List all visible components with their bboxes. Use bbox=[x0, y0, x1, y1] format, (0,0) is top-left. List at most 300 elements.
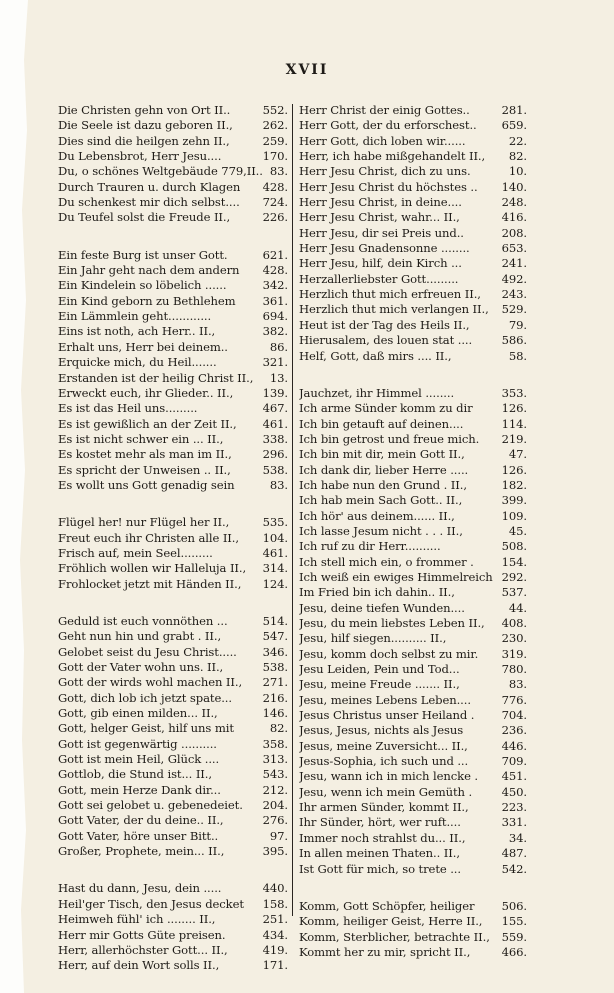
index-entry bbox=[58, 660, 288, 675]
hymn-page-number: 416. bbox=[501, 210, 527, 225]
hymn-page-number: 219. bbox=[501, 431, 527, 446]
index-entry bbox=[58, 355, 288, 370]
hymn-title: Heimweh fühl' ich ........ II., bbox=[58, 912, 216, 927]
hymn-title: Im Fried bin ich dahin.. II., bbox=[299, 585, 455, 600]
hymn-title: Dies sind die heilgen zehn II., bbox=[58, 133, 230, 148]
index-entry bbox=[299, 333, 527, 348]
hymn-title: Ich hör' aus deinem...... II., bbox=[299, 508, 455, 523]
hymn-title: Frohlocket jetzt mit Händen II., bbox=[58, 576, 242, 591]
index-entry bbox=[58, 829, 288, 844]
index-entry bbox=[58, 844, 288, 859]
hymn-page-number: 529. bbox=[501, 302, 527, 317]
hymn-title: Gott, gib einen milden... II., bbox=[58, 706, 218, 721]
index-entry bbox=[58, 691, 288, 706]
index-entry bbox=[299, 478, 527, 493]
hymn-page-number: 542. bbox=[501, 861, 527, 876]
index-entry bbox=[299, 616, 527, 631]
hymn-page-number: 47. bbox=[508, 447, 527, 462]
index-entry bbox=[299, 831, 527, 846]
hymn-page-number: 508. bbox=[501, 539, 527, 554]
hymn-page-number: 83. bbox=[269, 477, 288, 492]
hymn-page-number: 223. bbox=[501, 800, 527, 815]
hymn-title: Herr Jesu Christ, dich zu uns. bbox=[299, 164, 471, 179]
hymn-page-number: 487. bbox=[501, 846, 527, 861]
hymn-title: Ihr armen Sünder, kommt II., bbox=[299, 800, 469, 815]
index-entry bbox=[299, 180, 527, 195]
hymn-page-number: 538. bbox=[262, 660, 288, 674]
index-entry bbox=[299, 723, 527, 738]
hymn-page-number: 586. bbox=[501, 333, 527, 348]
index-entry bbox=[58, 447, 288, 462]
index-entry bbox=[299, 914, 527, 929]
hymn-title: Ich habe nun den Grund . II., bbox=[299, 477, 467, 492]
hymn-page-number: 97. bbox=[269, 828, 288, 843]
hymn-page-number: 182. bbox=[501, 477, 527, 492]
index-entry bbox=[299, 134, 527, 149]
index-entry bbox=[58, 798, 288, 813]
hymn-title: Eins ist noth, ach Herr.. II., bbox=[58, 324, 216, 339]
index-entry bbox=[299, 601, 527, 616]
hymn-page-number: 276. bbox=[262, 813, 288, 828]
hymn-title: Herr Jesu Christ du höchstes .. bbox=[299, 179, 478, 194]
index-entry bbox=[299, 785, 527, 800]
hymn-title: Es wollt uns Gott genadig sein bbox=[58, 477, 235, 492]
hymn-page-number: 450. bbox=[501, 784, 527, 799]
index-entry bbox=[299, 585, 527, 600]
index-entry bbox=[299, 930, 527, 945]
hymn-page-number: 251. bbox=[262, 912, 288, 927]
hymn-title: Jesu, wann ich in mich lencke . bbox=[299, 769, 478, 784]
hymn-title: Gott, mein Herze Dank dir... bbox=[58, 782, 221, 797]
index-entry bbox=[299, 226, 527, 241]
index-entry bbox=[58, 401, 288, 416]
hymn-title: Erquicke mich, du Heil....... bbox=[58, 355, 217, 370]
hymn-page-number: 313. bbox=[262, 752, 288, 767]
hymn-page-number: 776. bbox=[501, 692, 527, 707]
hymn-title: Jauchzet, ihr Himmel ........ bbox=[299, 385, 455, 400]
index-entry bbox=[58, 897, 288, 912]
index-entry bbox=[299, 149, 527, 164]
index-entry bbox=[299, 241, 527, 256]
hymn-page-number: 79. bbox=[508, 317, 527, 332]
hymn-page-number: 83. bbox=[269, 164, 288, 179]
index-entry bbox=[58, 180, 288, 195]
hymn-title: Jesus, meine Zuversicht... II., bbox=[299, 738, 468, 753]
hymn-title: Jesus-Sophia, ich such und ... bbox=[299, 754, 469, 769]
hymn-page-number: 440. bbox=[262, 881, 288, 896]
index-entry bbox=[58, 614, 288, 629]
hymn-title: Herr Jesu Gnadensonne ........ bbox=[299, 241, 470, 256]
index-entry bbox=[299, 945, 527, 960]
hymn-title: Komm, Sterblicher, betrachte II., bbox=[299, 929, 490, 944]
hymn-page-number: 653. bbox=[501, 241, 527, 256]
hymn-page-number: 204. bbox=[262, 798, 288, 813]
index-entry bbox=[299, 769, 527, 784]
hymn-title: Herzlich thut mich erfreuen II., bbox=[299, 287, 481, 302]
index-entry bbox=[58, 248, 288, 263]
index-entry bbox=[58, 629, 288, 644]
hymn-title: Es ist nicht schwer ein ... II., bbox=[58, 431, 224, 446]
hymn-title: Die Seele ist dazu geboren II., bbox=[58, 118, 233, 133]
hymn-title: Herr Jesu, hilf, dein Kirch ... bbox=[299, 256, 462, 271]
index-entry bbox=[58, 432, 288, 447]
hymn-title: Ich arme Sünder komm zu dir bbox=[299, 401, 473, 416]
hymn-title: Jesu, hilf siegen.......... II., bbox=[299, 631, 447, 646]
index-entry bbox=[299, 693, 527, 708]
index-group bbox=[58, 614, 288, 860]
hymn-page-number: 296. bbox=[262, 447, 288, 462]
index-entry bbox=[299, 318, 527, 333]
hymn-page-number: 158. bbox=[262, 896, 288, 911]
hymn-title: Ein Kind geborn zu Bethlehem bbox=[58, 293, 236, 308]
hymn-title: Jesu Leiden, Pein und Tod... bbox=[299, 662, 460, 677]
hymn-page-number: 170. bbox=[262, 149, 288, 164]
hymn-page-number: 292. bbox=[501, 569, 527, 584]
hymn-title: Herr Christ der einig Gottes.. bbox=[299, 103, 470, 117]
index-entry bbox=[299, 302, 527, 317]
hymn-page-number: 428. bbox=[262, 263, 288, 278]
hymn-title: Gott, dich lob ich jetzt spate... bbox=[58, 690, 232, 705]
hymn-title: Es spricht der Unweisen .. II., bbox=[58, 462, 231, 477]
index-group bbox=[299, 386, 527, 877]
index-entry bbox=[299, 862, 527, 877]
hymn-title: Herr Gott, der du erforschest.. bbox=[299, 118, 477, 133]
hymn-page-number: 467. bbox=[262, 401, 288, 416]
index-group bbox=[299, 103, 527, 364]
index-entry bbox=[58, 340, 288, 355]
index-entry bbox=[58, 478, 288, 493]
hymn-page-number: 262. bbox=[262, 118, 288, 133]
hymn-page-number: 659. bbox=[501, 118, 527, 133]
index-entry bbox=[299, 815, 527, 830]
index-entry bbox=[58, 706, 288, 721]
hymn-page-number: 704. bbox=[501, 708, 527, 723]
hymn-title: Immer noch strahlst du... II., bbox=[299, 830, 466, 845]
index-entry bbox=[58, 195, 288, 210]
hymn-page-number: 104. bbox=[262, 530, 288, 545]
hymn-page-number: 338. bbox=[262, 431, 288, 446]
hymn-title: Ist Gott für mich, so trete ... bbox=[299, 861, 461, 876]
index-entry bbox=[58, 912, 288, 927]
hymn-page-number: 154. bbox=[501, 554, 527, 569]
hymn-title: Herzallerliebster Gott......... bbox=[299, 271, 459, 286]
index-entry bbox=[58, 752, 288, 767]
hymn-title: Herr, ich habe mißgehandelt II., bbox=[299, 149, 486, 164]
index-entry bbox=[299, 631, 527, 646]
index-entry bbox=[299, 349, 527, 364]
hymn-title: Hast du dann, Jesu, dein ..... bbox=[58, 881, 222, 896]
hymn-page-number: 44. bbox=[508, 600, 527, 615]
hymn-page-number: 10. bbox=[508, 164, 527, 179]
hymn-title: Hierusalem, des louen stat .... bbox=[299, 333, 473, 348]
hymn-page-number: 230. bbox=[501, 631, 527, 646]
hymn-page-number: 434. bbox=[262, 927, 288, 942]
hymn-page-number: 353. bbox=[501, 385, 527, 400]
index-entry bbox=[58, 309, 288, 324]
index-entry bbox=[58, 645, 288, 660]
hymn-page-number: 342. bbox=[262, 278, 288, 293]
hymn-page-number: 399. bbox=[501, 493, 527, 508]
index-entry bbox=[299, 164, 527, 179]
index-entry bbox=[58, 546, 288, 561]
index-entry bbox=[299, 210, 527, 225]
index-entry bbox=[299, 899, 527, 914]
index-entry bbox=[299, 677, 527, 692]
index-entry bbox=[299, 118, 527, 133]
hymn-page-number: 451. bbox=[501, 769, 527, 784]
hymn-page-number: 216. bbox=[262, 690, 288, 705]
column-divider bbox=[292, 104, 293, 916]
hymn-title: Du schenkest mir dich selbst.... bbox=[58, 195, 240, 210]
hymn-page-number: 408. bbox=[501, 616, 527, 630]
index-entry bbox=[299, 539, 527, 554]
hymn-title: Gott Vater, höre unser Bitt.. bbox=[58, 828, 219, 843]
hymn-page-number: 126. bbox=[501, 462, 527, 477]
hymn-title: Fröhlich wollen wir Halleluja II., bbox=[58, 561, 247, 576]
hymn-title: In allen meinen Thaten.. II., bbox=[299, 846, 460, 861]
index-entry bbox=[299, 524, 527, 539]
hymn-title: Ich dank dir, lieber Herre ..... bbox=[299, 462, 469, 477]
hymn-page-number: 331. bbox=[501, 815, 527, 830]
hymn-title: Helf, Gott, daß mirs .... II., bbox=[299, 348, 452, 363]
hymn-page-number: 241. bbox=[501, 256, 527, 271]
hymn-title: Jesu, meine Freude ....... II., bbox=[299, 677, 460, 692]
index-entry bbox=[299, 509, 527, 524]
hymn-page-number: 321. bbox=[262, 355, 288, 370]
hymn-title: Ich lasse Jesum nicht . . . II., bbox=[299, 523, 463, 538]
index-entry bbox=[299, 754, 527, 769]
hymn-title: Herr mir Gotts Güte preisen. bbox=[58, 927, 226, 942]
index-entry bbox=[299, 401, 527, 416]
index-group bbox=[58, 881, 288, 973]
hymn-title: Heut ist der Tag des Heils II., bbox=[299, 317, 470, 332]
index-entry bbox=[299, 287, 527, 302]
hymn-title: Komm, heiliger Geist, Herre II., bbox=[299, 914, 483, 929]
hymn-page-number: 319. bbox=[501, 646, 527, 661]
index-entry bbox=[58, 103, 288, 118]
index-entry bbox=[58, 531, 288, 546]
hymn-title: Herr Jesu, dir sei Preis und.. bbox=[299, 225, 464, 240]
hymn-title: Jesu, deine tiefen Wunden.... bbox=[299, 600, 465, 615]
hymn-title: Gott ist mein Heil, Glück .... bbox=[58, 752, 220, 767]
hymn-page-number: 171. bbox=[262, 958, 288, 973]
hymn-page-number: 461. bbox=[262, 545, 288, 560]
hymn-page-number: 45. bbox=[508, 523, 527, 538]
hymn-page-number: 514. bbox=[262, 613, 288, 628]
hymn-page-number: 395. bbox=[262, 844, 288, 859]
hymn-title: Erweckt euch, ihr Glieder.. II., bbox=[58, 385, 234, 400]
index-entry bbox=[58, 263, 288, 278]
hymn-page-number: 155. bbox=[501, 914, 527, 929]
page-number: XVII bbox=[285, 62, 329, 78]
hymn-page-number: 146. bbox=[262, 706, 288, 721]
hymn-page-number: 140. bbox=[501, 179, 527, 194]
hymn-title: Du, o schönes Weltgebäude 779,II.. bbox=[58, 164, 263, 179]
hymn-page-number: 446. bbox=[501, 738, 527, 753]
hymn-title: Ich bin mit dir, mein Gott II., bbox=[299, 447, 465, 462]
index-entry bbox=[58, 371, 288, 386]
index-entry bbox=[58, 164, 288, 179]
hymn-title: Durch Trauren u. durch Klagen bbox=[58, 179, 241, 194]
hymn-page-number: 346. bbox=[262, 644, 288, 659]
hymn-title: Gelobet seist du Jesu Christ..... bbox=[58, 644, 237, 659]
hymn-title: Die Christen gehn von Ort II.. bbox=[58, 103, 231, 117]
hymn-title: Herr, auf dein Wort solls II., bbox=[58, 958, 220, 973]
hymn-title: Geht nun hin und grabt . II., bbox=[58, 629, 222, 644]
index-entry bbox=[58, 928, 288, 943]
hymn-page-number: 86. bbox=[269, 339, 288, 354]
index-entry bbox=[58, 149, 288, 164]
index-entry bbox=[58, 577, 288, 592]
index-entry bbox=[58, 561, 288, 576]
index-entry bbox=[58, 118, 288, 133]
index-entry bbox=[299, 647, 527, 662]
index-entry bbox=[299, 256, 527, 271]
hymn-title: Ihr Sünder, hört, wer ruft.... bbox=[299, 815, 461, 830]
index-group bbox=[58, 248, 288, 494]
hymn-page-number: 83. bbox=[508, 677, 527, 692]
hymn-title: Es ist gewißlich an der Zeit II., bbox=[58, 416, 237, 431]
index-entry bbox=[58, 134, 288, 149]
hymn-title: Jesus, Jesus, nichts als Jesus bbox=[299, 723, 464, 738]
hymn-page-number: 82. bbox=[508, 149, 527, 164]
index-entry bbox=[58, 324, 288, 339]
index-entry bbox=[58, 294, 288, 309]
hymn-title: Frisch auf, mein Seel......... bbox=[58, 545, 213, 560]
hymn-title: Gott der Vater wohn uns. II., bbox=[58, 660, 224, 674]
index-entry bbox=[58, 737, 288, 752]
index-entry bbox=[299, 463, 527, 478]
hymn-title: Gott, helger Geist, hilf uns mit bbox=[58, 721, 234, 736]
hymn-title: Herr Jesu Christ, wahr... II., bbox=[299, 210, 460, 225]
index-entry bbox=[299, 386, 527, 401]
hymn-page-number: 126. bbox=[501, 401, 527, 416]
hymn-page-number: 34. bbox=[508, 830, 527, 845]
hymn-title: Gottlob, die Stund ist... II., bbox=[58, 767, 212, 782]
index-entry bbox=[299, 272, 527, 287]
hymn-page-number: 538. bbox=[262, 462, 288, 477]
index-entry bbox=[58, 675, 288, 690]
hymn-page-number: 780. bbox=[501, 662, 527, 677]
hymn-page-number: 248. bbox=[501, 195, 527, 210]
hymn-title: Flügel her! nur Flügel her II., bbox=[58, 515, 230, 530]
hymn-page-number: 466. bbox=[501, 944, 527, 959]
index-entry bbox=[299, 103, 527, 118]
hymn-title: Ein feste Burg ist unser Gott. bbox=[58, 247, 228, 262]
index-entry bbox=[299, 662, 527, 677]
hymn-title: Ich ruf zu dir Herr.......... bbox=[299, 539, 441, 554]
hymn-page-number: 226. bbox=[262, 210, 288, 225]
hymn-title: Herr Jesu Christ, in deine.... bbox=[299, 195, 462, 210]
hymn-title: Geduld ist euch vonnöthen ... bbox=[58, 613, 228, 628]
index-entry bbox=[58, 386, 288, 401]
hymn-title: Herr, allerhöchster Gott... II., bbox=[58, 942, 228, 957]
torn-page-edge bbox=[0, 0, 30, 993]
hymn-page-number: 506. bbox=[501, 898, 527, 913]
hymn-page-number: 537. bbox=[501, 585, 527, 600]
hymn-title: Ich hab mein Sach Gott.. II., bbox=[299, 493, 463, 508]
hymn-page-number: 259. bbox=[262, 133, 288, 148]
index-column-left bbox=[58, 103, 288, 993]
hymn-page-number: 22. bbox=[508, 133, 527, 148]
hymn-page-number: 419. bbox=[262, 942, 288, 957]
hymn-page-number: 139. bbox=[262, 385, 288, 400]
index-entry bbox=[58, 943, 288, 958]
hymn-page-number: 621. bbox=[262, 247, 288, 262]
hymn-page-number: 243. bbox=[501, 287, 527, 302]
index-column-right bbox=[299, 103, 527, 982]
hymn-title: Freut euch ihr Christen alle II., bbox=[58, 530, 239, 545]
hymn-title: Kommt her zu mir, spricht II., bbox=[299, 944, 471, 959]
hymn-title: Gott ist gegenwärtig .......... bbox=[58, 736, 217, 751]
hymn-page-number: 543. bbox=[262, 767, 288, 782]
hymn-title: Erhalt uns, Herr bei deinem.. bbox=[58, 339, 228, 354]
hymn-title: Du Teufel solst die Freude II., bbox=[58, 210, 231, 225]
hymn-page-number: 271. bbox=[262, 675, 288, 690]
hymn-page-number: 114. bbox=[501, 416, 527, 431]
hymn-page-number: 58. bbox=[508, 348, 527, 363]
index-entry bbox=[299, 447, 527, 462]
index-entry bbox=[299, 432, 527, 447]
hymn-title: Jesus Christus unser Heiland . bbox=[299, 708, 475, 723]
index-entry bbox=[299, 800, 527, 815]
hymn-title: Erstanden ist der heilig Christ II., bbox=[58, 370, 254, 385]
hymn-title: Komm, Gott Schöpfer, heiliger bbox=[299, 898, 475, 913]
hymn-title: Jesu, du mein liebstes Leben II., bbox=[299, 616, 485, 630]
index-entry bbox=[299, 708, 527, 723]
hymn-title: Jesu, meines Lebens Leben.... bbox=[299, 692, 471, 707]
hymn-title: Ich bin getrost und freue mich. bbox=[299, 431, 480, 446]
index-entry bbox=[58, 463, 288, 478]
hymn-page-number: 208. bbox=[501, 225, 527, 240]
hymn-page-number: 461. bbox=[262, 416, 288, 431]
index-entry bbox=[58, 958, 288, 973]
hymn-title: Gott sei gelobet u. gebenedeiet. bbox=[58, 798, 243, 813]
hymn-page-number: 358. bbox=[262, 736, 288, 751]
hymn-title: Ich weiß ein ewiges Himmelreich bbox=[299, 569, 493, 584]
hymn-page-number: 361. bbox=[262, 293, 288, 308]
hymn-page-number: 314. bbox=[262, 561, 288, 576]
index-entry bbox=[58, 210, 288, 225]
hymn-title: Gott Vater, der du deine.. II., bbox=[58, 813, 224, 828]
hymn-title: Ich stell mich ein, o frommer . bbox=[299, 554, 474, 569]
hymn-title: Jesu, wenn ich mein Gemüth . bbox=[299, 784, 473, 799]
hymn-page-number: 13. bbox=[269, 370, 288, 385]
hymn-page-number: 709. bbox=[501, 754, 527, 769]
hymn-page-number: 212. bbox=[262, 782, 288, 797]
hymn-title: Ein Jahr geht nach dem andern bbox=[58, 263, 240, 278]
index-entry bbox=[299, 195, 527, 210]
hymn-page-number: 559. bbox=[501, 929, 527, 944]
hymn-page-number: 236. bbox=[501, 723, 527, 738]
hymn-title: Herr Gott, dich loben wir...... bbox=[299, 133, 466, 148]
index-entry bbox=[299, 417, 527, 432]
hymn-page-number: 552. bbox=[262, 103, 288, 117]
index-entry bbox=[58, 721, 288, 736]
hymn-page-number: 547. bbox=[262, 629, 288, 644]
index-entry bbox=[58, 881, 288, 896]
index-entry bbox=[299, 493, 527, 508]
hymn-title: Jesu, komm doch selbst zu mir. bbox=[299, 646, 479, 661]
index-entry bbox=[58, 783, 288, 798]
hymn-title: Gott der wirds wohl machen II., bbox=[58, 675, 243, 690]
index-entry bbox=[58, 767, 288, 782]
hymn-page-number: 281. bbox=[501, 103, 527, 117]
index-entry bbox=[58, 813, 288, 828]
hymn-page-number: 124. bbox=[262, 576, 288, 591]
index-entry bbox=[58, 515, 288, 530]
hymn-page-number: 382. bbox=[262, 324, 288, 339]
